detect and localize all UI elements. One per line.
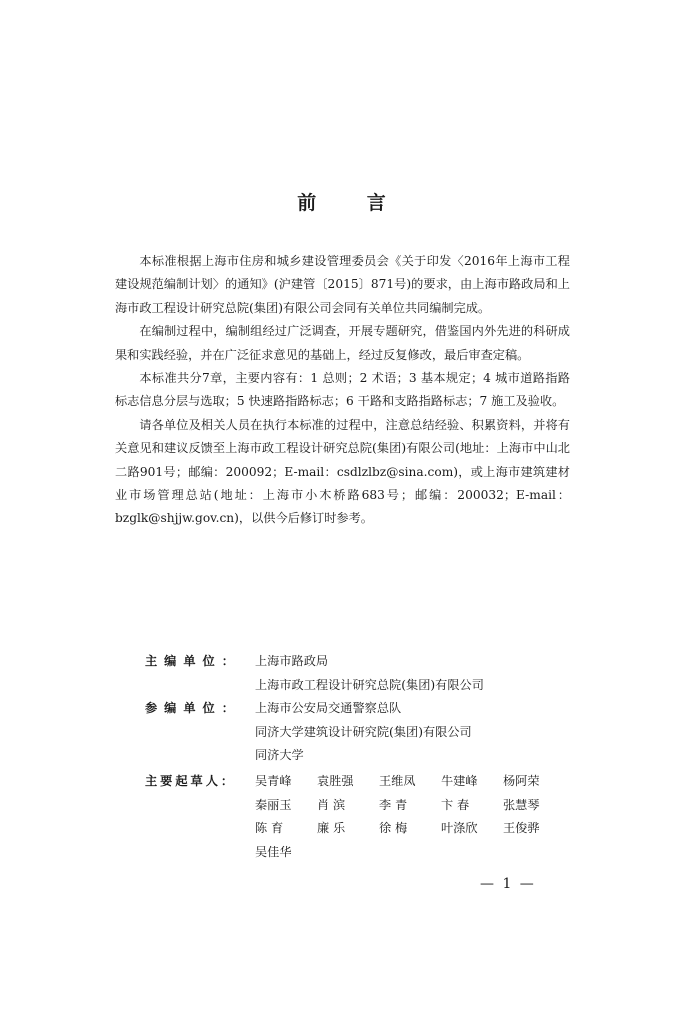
drafter-name: 卞 春 (441, 797, 470, 812)
drafter-name: 李 青 (379, 797, 408, 812)
drafter-name: 王俊骅 (503, 821, 540, 836)
drafter-name: 袁胜强 (317, 773, 354, 788)
drafter-name: 陈 育 (255, 821, 284, 836)
drafter-name: 牛建峰 (441, 773, 478, 788)
drafters-group (115, 770, 585, 864)
drafter-name: 吴佳华 (255, 844, 292, 859)
unit-name: 同济大学 (255, 748, 304, 763)
chief-editor-group (115, 650, 585, 697)
participants-group (115, 697, 585, 768)
unit-name: 上海市公安局交通警察总队 (255, 701, 402, 716)
paragraph: 请各单位及相关人员在执行本标准的过程中，注意总结经验、积累资料，并将有关意见和建议反馈至上海市政工程设计研究总院(集团)有限公司(地址：上海市中山北二路901号；邮编：200092；E-mail：csdlzlbz@sina.com)，或上海市建筑建材业市场管理总站(地址：上海市小木桥路683号；邮编：200032；E-mail：bzglk@shjjw.gov.cn)，以供今后修订时参考。 (115, 417, 570, 526)
drafter-name: 吴青峰 (255, 773, 292, 788)
drafter-name: 秦丽玉 (255, 797, 292, 812)
foreword-body (115, 250, 570, 531)
unit-name: 上海市政工程设计研究总院(集团)有限公司 (255, 677, 484, 692)
chief-editor-label: 主编单位： (145, 654, 241, 668)
drafter-name: 徐 梅 (379, 821, 408, 836)
drafter-name: 肖 滨 (317, 797, 346, 812)
paragraph: 本标准共分7章，主要内容有：1 总则；2 术语；3 基本规定；4 城市道路指路标志信息分层与选取；5 快速路指路标志；6 干路和支路指路标志；7 施工及验收。 (115, 371, 570, 409)
drafter-name: 王维凤 (379, 773, 416, 788)
page-title: 前 言 (297, 192, 408, 214)
drafters-label: 主要起草人： (145, 773, 237, 788)
page-number: — 1 — (480, 876, 536, 892)
paragraph: 在编制过程中，编制组经过广泛调查，开展专题研究，借鉴国内外先进的科研成果和实践经验，并在广泛征求意见的基础上，经过反复修改，最后审查定稿。 (115, 324, 570, 362)
drafter-name: 廉 乐 (317, 821, 346, 836)
unit-name: 同济大学建筑设计研究院(集团)有限公司 (255, 724, 472, 739)
drafter-name: 杨阿荣 (503, 773, 540, 788)
participants-label: 参编单位： (145, 701, 241, 716)
drafter-name: 叶涤欣 (441, 821, 478, 836)
drafter-names (255, 770, 585, 864)
paragraph: 本标准根据上海市住房和城乡建设管理委员会《关于印发〈2016年上海市工程建设规范编制计划〉的通知》(沪建管〔2015〕871号)的要求，由上海市路政局和上海市政工程设计研究总院(集团)有限公司会同有关单位共同编制完成。 (115, 254, 570, 315)
contributors-section (115, 650, 585, 864)
unit-name: 上海市路政局 (255, 654, 329, 668)
drafter-name: 张慧琴 (503, 797, 540, 812)
